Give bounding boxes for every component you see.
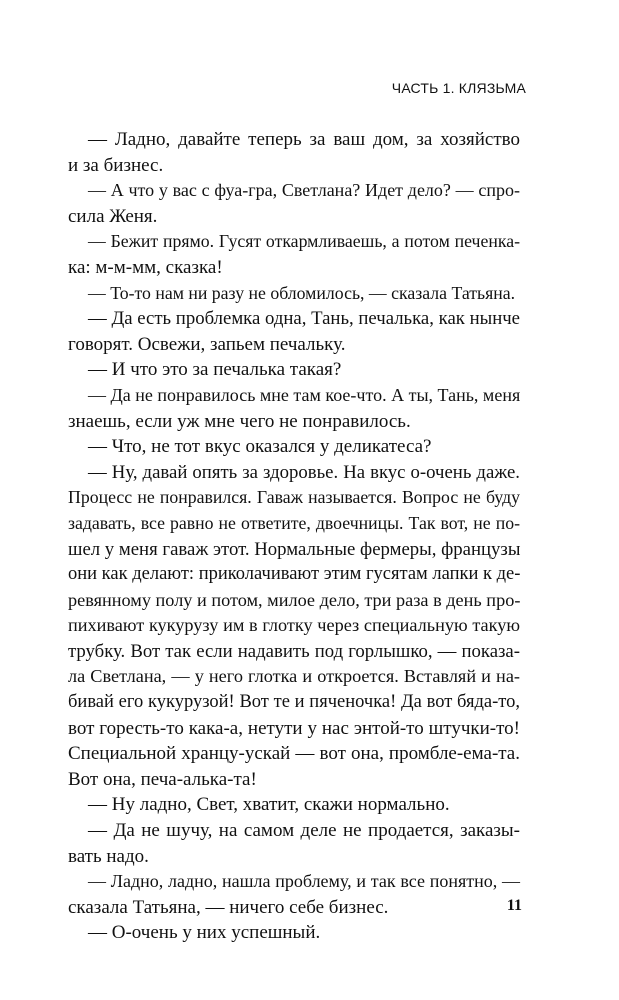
text-line: вать надо. (68, 845, 149, 867)
text-line: — Да не шучу, на самом деле не продается, заказы- (88, 820, 520, 842)
text-line: — Ладно, давайте теперь за ваш дом, за хозяйство (88, 129, 520, 150)
text-line: ла Светлана, — у него глотка и откроется. Вставляй и на- (68, 666, 520, 687)
text-line: — То-то нам ни разу не обломилось, — сказала Татьяна. (88, 282, 516, 303)
text-line: Процесс не понравился. Гаваж называется. Вопрос не буду (68, 487, 520, 508)
text-line: — А что у вас с фуа-гра, Светлана? Идет дело? — спро- (88, 180, 520, 201)
text-line: задавать, все равно не ответите, двоечницы. Так вот, не по- (68, 512, 520, 533)
text-line: трубку. Вот так если надавить под горлышко, — показа- (68, 640, 520, 662)
text-line: ка: м-м-мм, сказка! (68, 256, 223, 278)
text-line: — Ну, давай опять за здоровье. На вкус о-очень даже. (88, 461, 520, 483)
text-line: шел у меня гаваж этот. Нормальные фермеры, французы (68, 538, 521, 560)
text-line: — И что это за печалька такая? (88, 359, 342, 381)
text-line: Специальной хранцу-ускай — вот она, промбле-ема-та. (68, 743, 520, 765)
text-line: — Что, не тот вкус оказался у деликатеса? (88, 436, 432, 458)
text-line: и за бизнес. (68, 154, 164, 176)
text-line: — Ну ладно, Свет, хватит, скажи нормально. (88, 794, 450, 816)
running-head: ЧАСТЬ 1. КЛЯЗЬМА (391, 80, 526, 96)
text-line: — Да есть проблемка одна, Тань, печалька, как нынче (88, 308, 520, 330)
text-line: — О-очень у них успешный. (88, 922, 321, 944)
text-line: сила Женя. (68, 205, 158, 227)
text-line: говорят. Освежи, запьем печальку. (68, 333, 346, 355)
page-number: 11 (506, 897, 522, 914)
text-line: — Ладно, ладно, нашла проблему, и так все понятно, — (88, 871, 520, 892)
text-line: ревянному полу и потом, милое дело, три раза в день про- (68, 589, 521, 610)
text-line: вот горесть-то кака-а, нетути у нас энтой-то штучки-то! (68, 717, 520, 739)
body-text (68, 127, 520, 946)
text-line: — Да не понравилось мне там кое-что. А ты, Тань, меня (88, 384, 521, 405)
text-line: — Бежит прямо. Гусят откармливаешь, а потом печенка- (88, 231, 520, 252)
text-line: сказала Татьяна, — ничего себе бизнес. (68, 896, 389, 918)
text-line: бивай его кукурузой! Вот те и пяченочка! Да вот бяда-то, (68, 692, 520, 713)
text-line: пихивают кукурузу им в глотку через специальную такую (68, 615, 520, 636)
text-line: Вот она, печа-алька-та! (68, 768, 257, 790)
text-line: они как делают: приколачивают этим гусятам лапки к де- (68, 564, 521, 585)
text-line: знаешь, если уж мне чего не понравилось. (68, 410, 411, 432)
